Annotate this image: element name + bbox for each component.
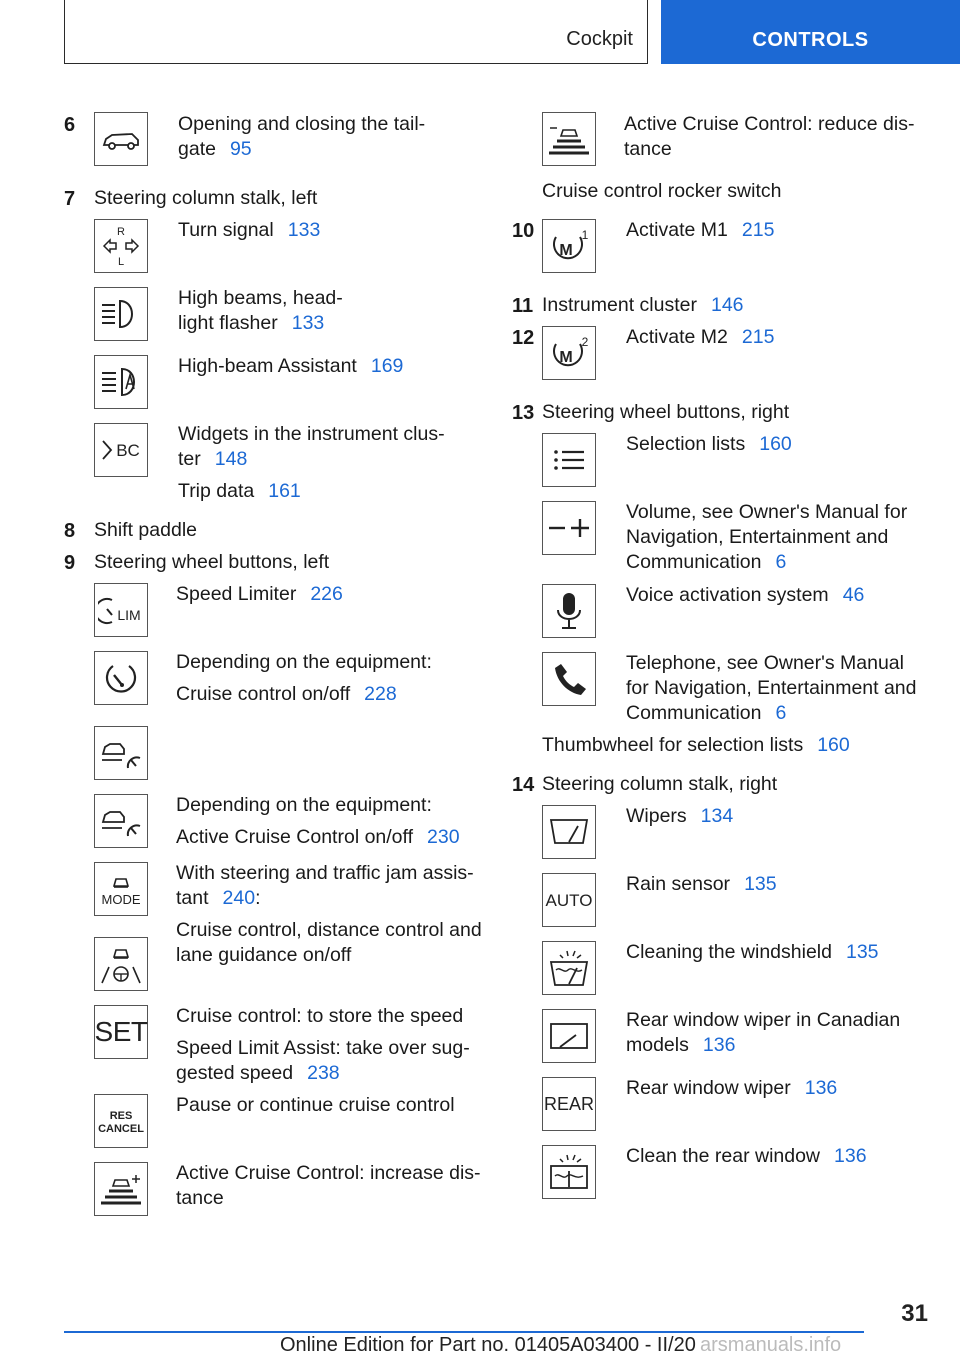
page-link[interactable]: 6 xyxy=(775,551,787,573)
footer-divider xyxy=(64,1331,864,1333)
windshield-washer-icon xyxy=(542,941,596,995)
rear-washer-icon xyxy=(542,1145,596,1199)
item-number-12: 12 xyxy=(512,327,535,349)
windshield-cleaning-entry: Cleaning the windshield 135 xyxy=(626,941,879,963)
item-number-10: 10 xyxy=(512,220,535,242)
page-link[interactable]: 230 xyxy=(427,826,460,848)
rear-window-cleaning-entry: Clean the rear window 136 xyxy=(626,1145,867,1167)
page-link[interactable]: 238 xyxy=(307,1062,340,1084)
telephone-icon xyxy=(542,652,596,706)
svg-text:M: M xyxy=(559,242,573,259)
telephone-entry: Telephone, see Owner's Manual for Navigation, Entertainment and Communication 6 xyxy=(626,652,917,724)
page-link[interactable]: 134 xyxy=(700,805,734,827)
page-link[interactable]: 135 xyxy=(744,873,777,895)
page-link[interactable]: 240 xyxy=(222,887,256,909)
page-link[interactable]: 226 xyxy=(310,583,343,605)
item-number-6: 6 xyxy=(64,114,76,136)
bc-button-icon xyxy=(94,423,148,477)
item-number-14: 14 xyxy=(512,774,535,796)
page-link[interactable]: 136 xyxy=(702,1034,736,1056)
mode-entry: With steering and traffic jam assis- tant 240: xyxy=(176,862,474,909)
svg-text:L: L xyxy=(117,256,125,268)
reduce-distance-entry: Active Cruise Control: reduce dis- tance xyxy=(624,113,915,160)
page-link[interactable]: 228 xyxy=(364,683,397,705)
rain-sensor-entry: Rain sensor 135 xyxy=(626,873,777,895)
turn-signal-entry: Turn signal 133 xyxy=(178,219,321,241)
svg-text:RES: RES xyxy=(109,1110,133,1122)
item-number-9: 9 xyxy=(64,552,76,574)
thumbwheel-entry: Thumbwheel for selection lists 160 xyxy=(542,734,850,756)
page-link[interactable]: 133 xyxy=(291,312,325,334)
speed-limiter-icon xyxy=(94,583,148,637)
m1-entry: Activate M1 215 xyxy=(626,219,775,241)
rocker-switch-entry: Cruise control rocker switch xyxy=(542,180,782,202)
item-title-7: Steering column stalk, left xyxy=(94,187,318,209)
speed-limiter-entry: Speed Limiter 226 xyxy=(176,583,343,605)
svg-text:MODE: MODE xyxy=(101,892,141,907)
page-link[interactable]: 135 xyxy=(845,941,879,963)
m2-entry: Activate M2 215 xyxy=(626,326,775,348)
m2-button-icon xyxy=(542,326,596,380)
set-entry: Cruise control: to store the speed Speed Limit Assist: take over sug- gested speed 238 xyxy=(176,1005,470,1084)
rear-wiper-icon xyxy=(542,1009,596,1063)
cruise-control-icon xyxy=(94,651,148,705)
footer-edition: Online Edition for Part no. 01405A03400 - II/20 xyxy=(280,1334,696,1356)
lane-guidance-icon xyxy=(94,937,148,991)
auto-button-icon: AUTO xyxy=(542,873,596,927)
page-link[interactable]: 46 xyxy=(842,584,865,606)
page-link[interactable]: 95 xyxy=(229,138,252,160)
res-cancel-icon xyxy=(94,1094,148,1148)
page-link[interactable]: 215 xyxy=(741,326,775,348)
increase-distance-entry: Active Cruise Control: increase dis- tance xyxy=(176,1162,481,1209)
selection-list-entry: Selection lists 160 xyxy=(626,433,792,455)
page-link[interactable]: 215 xyxy=(741,219,775,241)
item-title-8: Shift paddle xyxy=(94,519,197,541)
page-link[interactable]: 6 xyxy=(775,702,787,724)
high-beam-entry: High beams, head- light flasher 133 xyxy=(178,287,343,334)
svg-text:CANCEL: CANCEL xyxy=(98,1123,144,1135)
reduce-distance-icon xyxy=(542,112,596,166)
svg-text:LIM: LIM xyxy=(117,607,141,623)
header-chapter-tab[interactable] xyxy=(661,0,960,64)
item-number-8: 8 xyxy=(64,520,76,542)
active-cruise-entry: Depending on the equipment: Active Cruise Control on/off 230 xyxy=(176,794,460,848)
rear-button-icon: REAR xyxy=(542,1077,596,1131)
voice-entry: Voice activation system 46 xyxy=(626,584,865,606)
svg-text:R: R xyxy=(117,226,125,238)
item-number-7: 7 xyxy=(64,188,76,210)
tailgate-icon xyxy=(94,112,148,166)
item-title-13: Steering wheel buttons, right xyxy=(542,401,790,423)
high-beam-assistant-icon xyxy=(94,355,148,409)
page-link[interactable]: 146 xyxy=(710,294,744,316)
item-title-9: Steering wheel buttons, left xyxy=(94,551,330,573)
rear-wiper-entry: Rear window wiper 136 xyxy=(626,1077,838,1099)
increase-distance-icon xyxy=(94,1162,148,1216)
wipers-entry: Wipers 134 xyxy=(626,805,734,827)
page-number: 31 xyxy=(901,1300,928,1327)
selection-list-icon xyxy=(542,433,596,487)
high-beam-icon xyxy=(94,287,148,341)
item-number-13: 13 xyxy=(512,402,535,424)
cruise-control-entry: Depending on the equipment: Cruise control on/off 228 xyxy=(176,651,432,705)
header-section-box xyxy=(64,0,648,64)
page-link[interactable]: 161 xyxy=(268,480,301,502)
page-link[interactable]: 136 xyxy=(834,1145,867,1167)
volume-entry: Volume, see Owner's Manual for Navigation, Entertainment and Communication 6 xyxy=(626,501,908,573)
mode-button-icon xyxy=(94,862,148,916)
svg-text:BC: BC xyxy=(116,441,140,460)
active-cruise-icon xyxy=(94,794,148,848)
page-link[interactable]: 148 xyxy=(214,448,248,470)
chapter-title: CONTROLS xyxy=(752,29,869,51)
turn-signal-icon xyxy=(94,219,148,273)
microphone-icon xyxy=(542,584,596,638)
item-number-11: 11 xyxy=(512,295,534,317)
section-title: Cockpit xyxy=(566,28,633,50)
active-cruise-icon xyxy=(94,726,148,780)
page-link[interactable]: 169 xyxy=(370,355,404,377)
page-link[interactable]: 133 xyxy=(287,219,321,241)
res-cancel-entry: Pause or continue cruise control xyxy=(176,1094,455,1116)
item-title-14: Steering column stalk, right xyxy=(542,773,778,795)
set-button-icon: SET xyxy=(94,1005,148,1059)
page-link[interactable]: 160 xyxy=(759,433,792,455)
svg-text:2: 2 xyxy=(581,335,589,349)
lane-guidance-entry: Cruise control, distance control and lane guidance on/off xyxy=(176,919,482,966)
high-beam-assistant-entry: High-beam Assistant 169 xyxy=(178,355,404,377)
volume-icon xyxy=(542,501,596,555)
widgets-entry: Widgets in the instrument clus- ter 148 xyxy=(178,423,445,470)
m1-button-icon xyxy=(542,219,596,273)
page-link[interactable]: 160 xyxy=(817,734,850,756)
page-link[interactable]: 136 xyxy=(804,1077,838,1099)
svg-text:M: M xyxy=(559,349,573,366)
trip-data-entry: Trip data 161 xyxy=(178,480,301,502)
footer-watermark: arsmanuals.info xyxy=(700,1334,842,1356)
svg-text:1: 1 xyxy=(581,228,589,242)
item-title-11: Instrument cluster 146 xyxy=(542,294,744,316)
rear-wiper-canada-entry: Rear window wiper in Canadian models 136 xyxy=(626,1009,901,1056)
tailgate-entry: Opening and closing the tail- gate 95 xyxy=(178,113,426,160)
wiper-icon xyxy=(542,805,596,859)
